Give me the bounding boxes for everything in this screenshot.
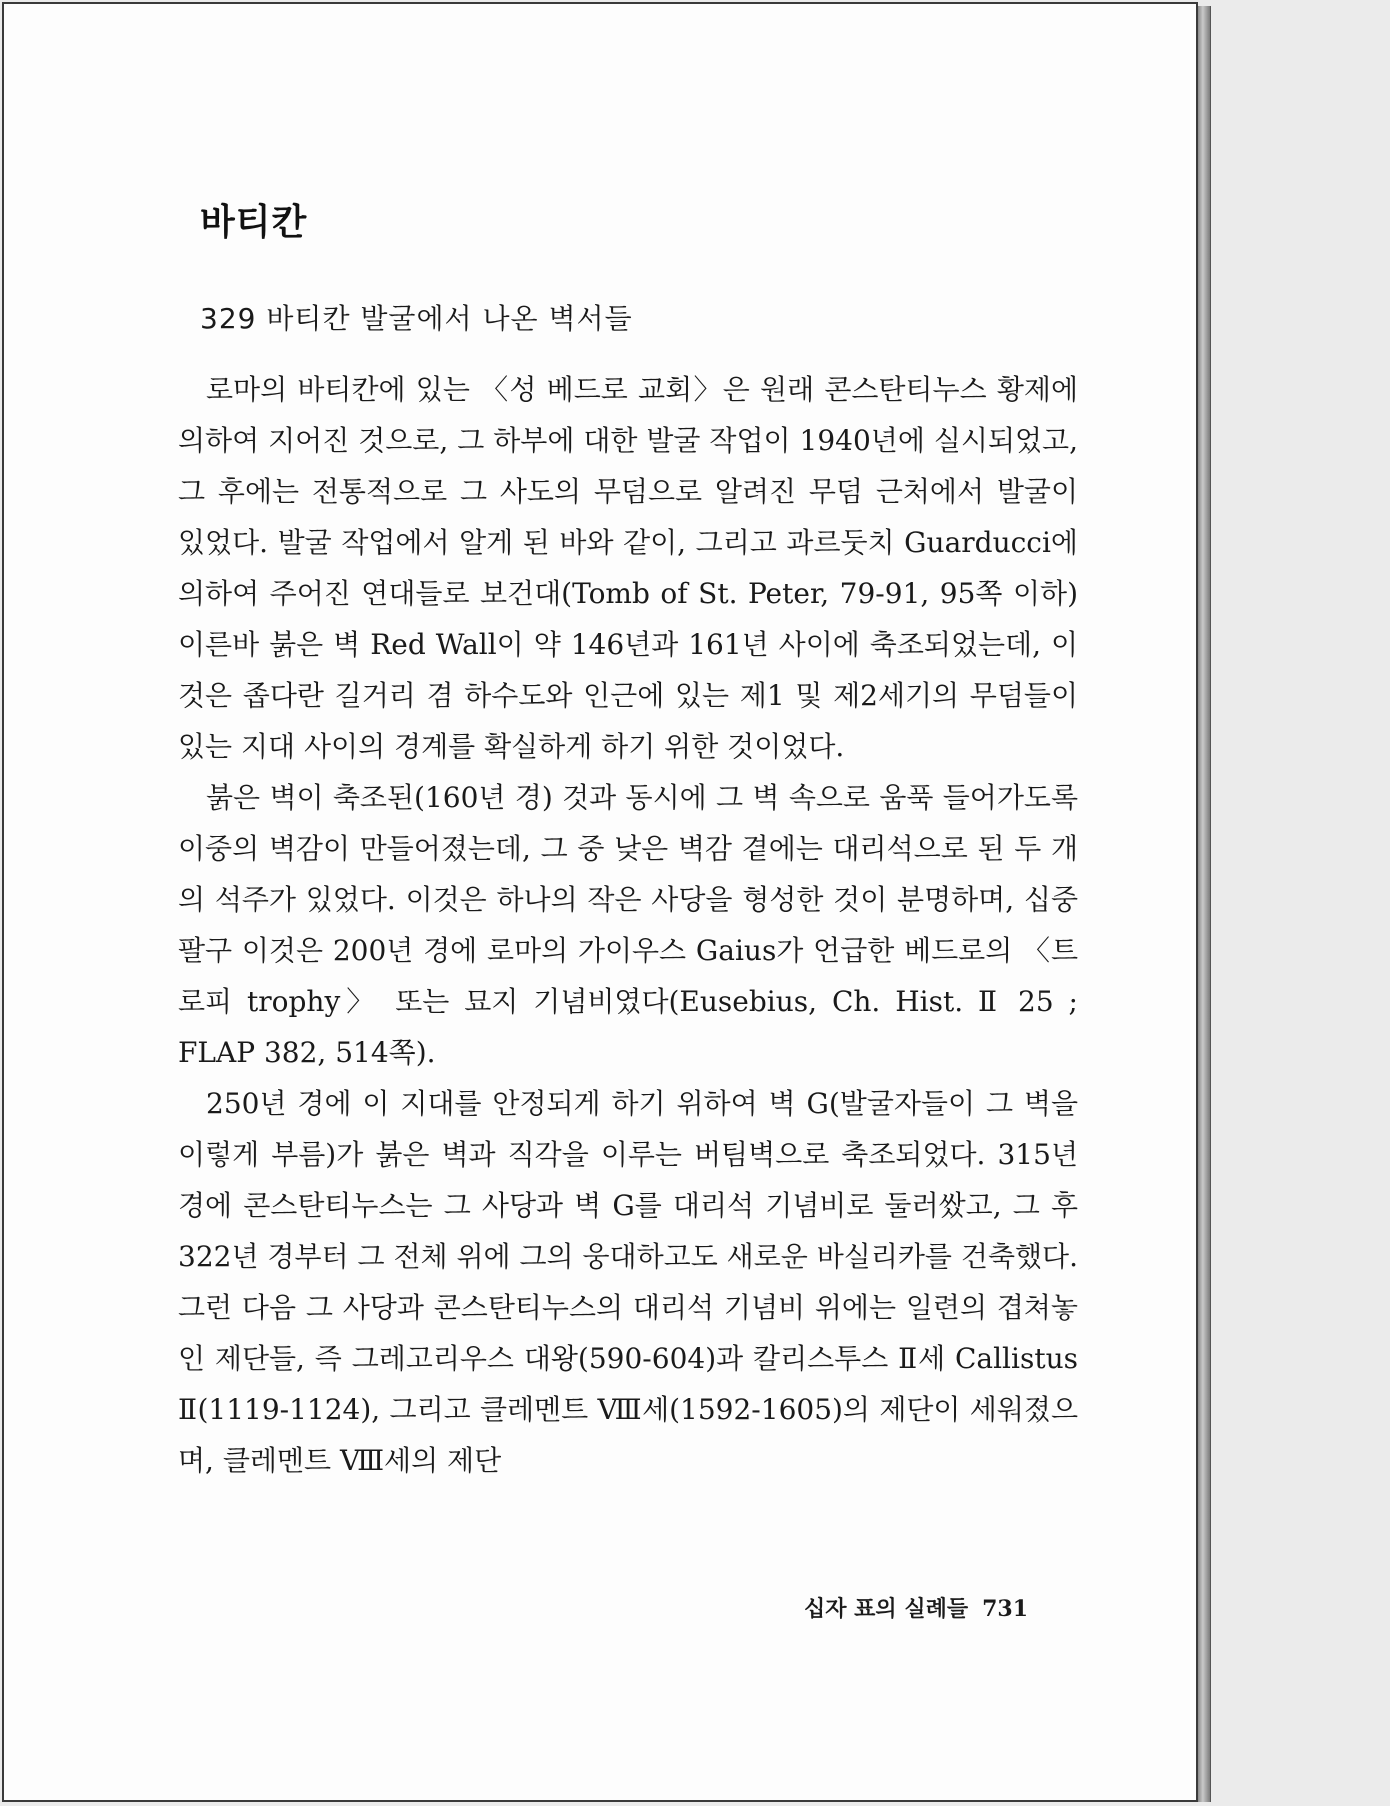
- section-title: 329 바티칸 발굴에서 나온 벽서들: [200, 302, 633, 335]
- page-number: 731: [982, 1596, 1029, 1622]
- page-footer: [804, 1592, 1028, 1623]
- paragraph: 250년 경에 이 지대를 안정되게 하기 위하여 벽 G(발굴자들이 그 벽을 이렇게 부름)가 붉은 벽과 직각을 이루는 버팀벽으로 축조되었다. 315년 경에 콘스탄티누스는 그 사당과 벽 G를 대리석 기념비로 둘러쌌고, 그 후 322년 경부터 그 전체 위에 그의 웅대하고도 새로운 바실리카를 건축했다. 그런 다음 그 사당과 콘스탄티누스의 대리석 기념비 위에는 일련의 겹쳐놓인 제단들, 즉 그레고리우스 대왕(590-604)과 칼리스투스 Ⅱ세 Callistus Ⅱ(1119-1124), 그리고 클레멘트 Ⅷ세(1592-1605)의 제단이 세워졌으며, 클레멘트 Ⅷ세의 제단: [178, 1087, 1078, 1477]
- book-page: [2, 2, 1198, 1802]
- paragraph: 붉은 벽이 축조된(160년 경) 것과 동시에 그 벽 속으로 움푹 들어가도록 이중의 벽감이 만들어졌는데, 그 중 낮은 벽감 곁에는 대리석으로 된 두 개의 석주가 있었다. 이것은 하나의 작은 사당을 형성한 것이 분명하며, 십중팔구 이것은 200년 경에 로마의 가이우스 Gaius가 언급한 베드로의 〈트로피 trophy〉 또는 묘지 기념비였다(Eusebius, Ch. Hist. Ⅱ 25 ; FLAP 382, 514쪽).: [178, 781, 1078, 1069]
- paragraph: 로마의 바티칸에 있는 〈성 베드로 교회〉은 원래 콘스탄티누스 황제에 의하여 지어진 것으로, 그 하부에 대한 발굴 작업이 1940년에 실시되었고, 그 후에는 전통적으로 그 사도의 무덤으로 알려진 무덤 근처에서 발굴이 있었다. 발굴 작업에서 알게 된 바와 같이, 그리고 과르둣치 Guarducci에 의하여 주어진 연대들로 보건대(Tomb of St. Peter, 79-91, 95쪽 이하) 이른바 붉은 벽 Red Wall이 약 146년과 161년 사이에 축조되었는데, 이것은 좁다란 길거리 겸 하수도와 인근에 있는 제1 및 제2세기의 무덤들이 있는 지대 사이의 경계를 확실하게 하기 위한 것이었다.: [178, 373, 1078, 763]
- page-edge: [1198, 6, 1211, 1802]
- chapter-heading: 바티칸: [200, 202, 308, 243]
- body-text: [178, 364, 1078, 1486]
- running-title: 십자 표의 실례들: [804, 1597, 969, 1622]
